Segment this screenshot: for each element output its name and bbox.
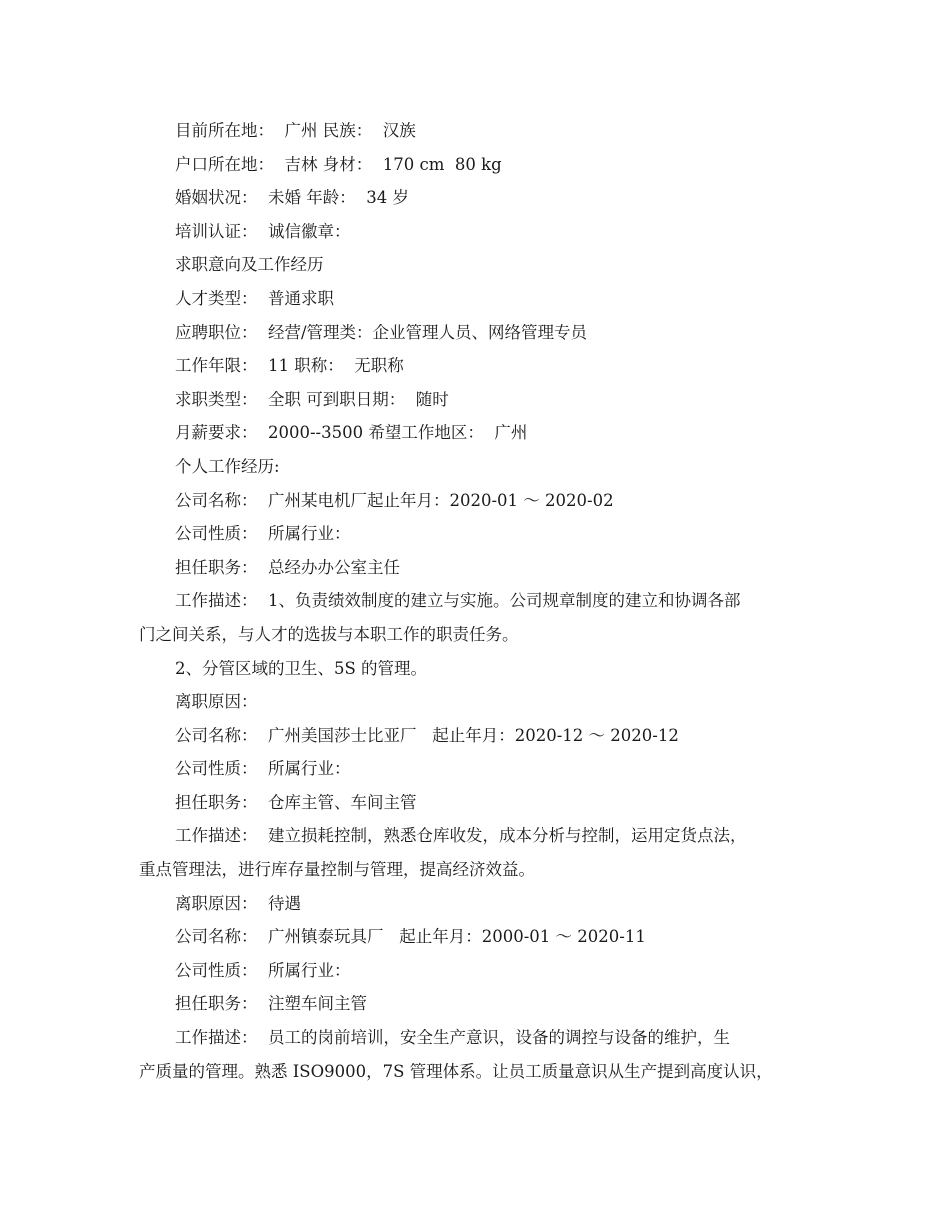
line-company-3-nature: 公司性质： 所属行业：	[175, 960, 351, 980]
line-company-3-description-cont: 产质量的管理。熟悉 ISO9000，7S 管理体系。让员工质量意识从生产提到高度认识，	[139, 1061, 773, 1081]
line-company-3-description: 工作描述： 员工的岗前培训，安全生产意识，设备的调控与设备的维护，生	[175, 1028, 730, 1048]
line-talent-type: 人才类型： 普通求职	[175, 288, 334, 308]
line-company-1-description-item-2: 2、分管区域的卫生、5S 的管理。	[175, 658, 428, 678]
line-company-1-nature: 公司性质： 所属行业：	[175, 524, 351, 544]
line-company-1-leaving-reason: 离职原因：	[175, 692, 258, 712]
line-training-certification: 培训认证： 诚信徽章：	[175, 221, 351, 241]
line-company-3-name: 公司名称： 广州镇泰玩具厂 起止年月：2000-01 ～ 2020-11	[175, 927, 646, 947]
line-company-2-nature: 公司性质： 所属行业：	[175, 759, 351, 779]
line-marital-status: 婚姻状况： 未婚 年龄： 34 岁	[175, 188, 409, 208]
line-company-2-description-cont: 重点管理法，进行库存量控制与管理，提高经济效益。	[139, 860, 535, 880]
line-company-1-description-cont: 门之间关系，与人才的选拔与本职工作的职责任务。	[139, 624, 519, 644]
line-company-2-description: 工作描述： 建立损耗控制，熟悉仓库收发，成本分析与控制，运用定货点法，	[175, 826, 747, 846]
line-current-location: 目前所在地： 广州 民族： 汉族	[175, 121, 416, 140]
line-applied-position: 应聘职位： 经营/管理类：企业管理人员、网络管理专员	[175, 322, 588, 342]
section-heading-job-intention: 求职意向及工作经历	[175, 255, 324, 275]
line-company-1-description: 工作描述： 1、负责绩效制度的建立与实施。公司规章制度的建立和协调各部	[175, 591, 741, 611]
line-household-registration: 户口所在地： 吉林 身材： 170 cm 80 kg	[175, 154, 502, 174]
section-heading-work-experience: 个人工作经历:	[175, 456, 280, 476]
line-company-2-leaving-reason: 离职原因： 待遇	[175, 893, 301, 913]
line-company-2-name: 公司名称： 广州美国莎士比亚厂 起止年月：2020-12 ～ 2020-12	[175, 725, 679, 745]
line-company-2-position: 担任职务： 仓库主管、车间主管	[175, 792, 417, 812]
line-company-3-position: 担任职务： 注塑车间主管	[175, 994, 367, 1014]
line-salary-requirement: 月薪要求： 2000--3500 希望工作地区： 广州	[175, 423, 528, 443]
resume-body	[139, 114, 819, 1088]
line-company-1-name: 公司名称： 广州某电机厂起止年月：2020-01 ～ 2020-02	[175, 490, 614, 510]
line-work-years: 工作年限： 11 职称： 无职称	[175, 356, 404, 376]
line-job-type: 求职类型： 全职 可到职日期： 随时	[175, 389, 449, 409]
line-company-1-position: 担任职务： 总经办办公室主任	[175, 557, 400, 577]
